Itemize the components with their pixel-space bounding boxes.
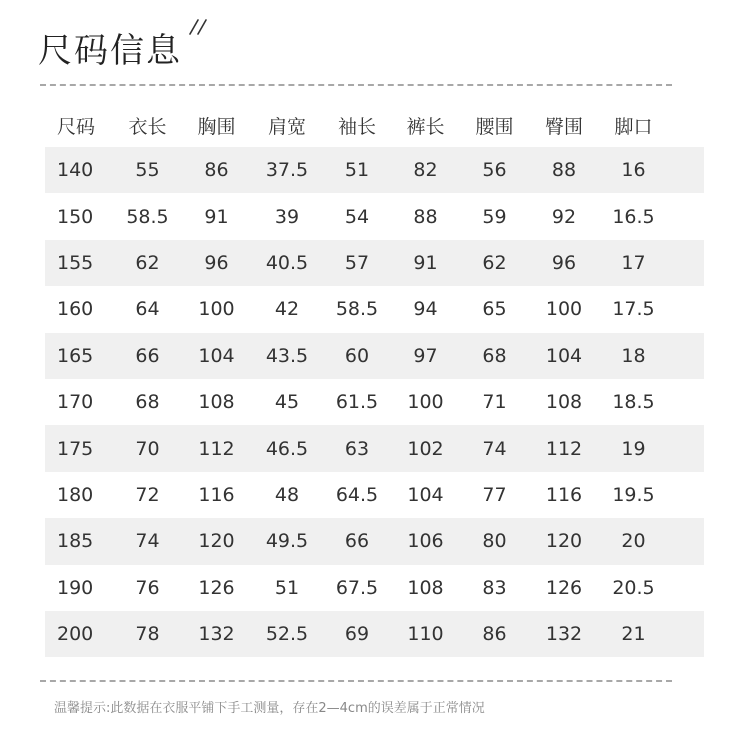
table-cell: 74: [482, 437, 507, 460]
table-cell: 18.5: [612, 391, 655, 414]
measurement-note: 温馨提示:此数据在衣服平铺下手工测量，存在2—4cm的误差属于正常情况: [54, 701, 485, 716]
table-cell: 106: [407, 530, 444, 553]
table-cell: 160: [57, 298, 94, 321]
table-cell: 94: [413, 298, 438, 321]
table-row: [45, 379, 704, 425]
table-cell: 91: [204, 205, 229, 228]
table-cell: 120: [198, 530, 235, 553]
table-cell: 132: [545, 623, 583, 646]
table-cell: 80: [482, 530, 507, 553]
table-cell: 126: [545, 576, 583, 599]
table-cell: 77: [482, 483, 507, 506]
table-cell: 17.5: [612, 298, 655, 321]
table-cell: 62: [482, 251, 507, 274]
table-body: [45, 147, 704, 657]
table-cell: 72: [135, 483, 160, 506]
table-cell: 108: [545, 391, 583, 414]
header-sleeve: 袖长: [337, 115, 376, 138]
table-cell: 49.5: [265, 530, 309, 553]
table-cell: 66: [135, 344, 160, 367]
table-cell: 100: [407, 391, 444, 414]
table-cell: 69: [344, 623, 370, 646]
table-cell: 100: [545, 298, 583, 321]
table-cell: 78: [135, 623, 160, 646]
table-cell: 104: [198, 344, 235, 367]
table-cell: 17: [621, 251, 646, 274]
table-cell: 64.5: [335, 483, 379, 506]
table-cell: 83: [482, 576, 507, 599]
table-cell: 150: [57, 205, 94, 228]
table-cell: 20.5: [612, 576, 655, 599]
table-cell: 86: [204, 159, 229, 182]
table-row: [45, 565, 704, 611]
table-cell: 185: [57, 530, 94, 553]
table-cell: 110: [407, 623, 444, 646]
table-cell: 45: [274, 391, 300, 414]
table-row: [45, 286, 704, 332]
header-pants-length: 裤长: [406, 115, 445, 138]
table-cell: 71: [482, 391, 507, 414]
header-chest: 胸围: [197, 115, 236, 138]
table-cell: 19.5: [612, 483, 655, 506]
table-cell: 58.5: [126, 205, 169, 228]
table-cell: 120: [545, 530, 583, 553]
table-cell: 68: [135, 391, 160, 414]
table-cell: 16: [621, 159, 646, 182]
table-cell: 63: [344, 437, 370, 460]
table-row: [45, 240, 704, 286]
table-cell: 96: [551, 251, 577, 274]
table-cell: 66: [344, 530, 370, 553]
table-cell: 37.5: [265, 159, 309, 182]
table-cell: 175: [57, 437, 94, 460]
table-cell: 40.5: [265, 251, 309, 274]
table-cell: 104: [407, 483, 444, 506]
table-cell: 70: [135, 437, 160, 460]
table-cell: 97: [413, 344, 438, 367]
table-row: [45, 611, 704, 657]
table-cell: 112: [545, 437, 583, 460]
table-cell: 64: [135, 298, 160, 321]
table-row: [45, 147, 704, 193]
page-title: 尺码信息: [38, 31, 182, 71]
table-header-row: [45, 103, 704, 147]
table-cell: 132: [198, 623, 235, 646]
table-cell: 48: [274, 483, 300, 506]
table-cell: 74: [135, 530, 160, 553]
table-cell: 190: [57, 576, 94, 599]
table-cell: 21: [621, 623, 646, 646]
table-cell: 58.5: [335, 298, 379, 321]
table-cell: 88: [413, 205, 438, 228]
table-cell: 170: [57, 391, 94, 414]
table-cell: 116: [545, 483, 583, 506]
table-cell: 108: [198, 391, 235, 414]
table-row: [45, 193, 704, 239]
header-shoulder: 肩宽: [267, 115, 306, 138]
table-cell: 104: [545, 344, 583, 367]
table-cell: 108: [407, 576, 444, 599]
table-cell: 18: [621, 344, 646, 367]
table-cell: 46.5: [265, 437, 309, 460]
table-cell: 102: [407, 437, 444, 460]
table-row: [45, 472, 704, 518]
table-cell: 65: [482, 298, 507, 321]
table-cell: 155: [57, 251, 94, 274]
table-cell: 16.5: [612, 205, 655, 228]
header-hip: 臀围: [544, 115, 583, 138]
table-cell: 61.5: [335, 391, 379, 414]
decorative-slash-icon: [188, 17, 210, 37]
table-cell: 82: [413, 159, 438, 182]
table-cell: 91: [413, 251, 438, 274]
table-cell: 20: [621, 530, 646, 553]
table-cell: 116: [198, 483, 235, 506]
top-divider: [40, 84, 672, 86]
table-cell: 140: [57, 159, 94, 182]
table-cell: 126: [198, 576, 235, 599]
table-cell: 86: [482, 623, 507, 646]
header-length: 衣长: [128, 115, 167, 138]
table-cell: 100: [198, 298, 235, 321]
table-cell: 55: [135, 159, 160, 182]
table-cell: 96: [204, 251, 229, 274]
table-cell: 60: [344, 344, 370, 367]
table-cell: 68: [482, 344, 507, 367]
table-cell: 19: [621, 437, 646, 460]
size-table: [45, 103, 704, 657]
table-cell: 51: [344, 159, 370, 182]
table-cell: 42: [274, 298, 300, 321]
header-hem: 脚口: [614, 115, 653, 138]
table-cell: 67.5: [335, 576, 379, 599]
table-row: [45, 518, 704, 564]
table-cell: 180: [57, 483, 94, 506]
table-cell: 88: [551, 159, 577, 182]
header-size: 尺码: [57, 115, 96, 138]
table-cell: 56: [482, 159, 507, 182]
table-cell: 57: [344, 251, 370, 274]
table-cell: 200: [57, 623, 94, 646]
table-cell: 62: [135, 251, 160, 274]
table-cell: 54: [344, 205, 370, 228]
table-cell: 92: [551, 205, 577, 228]
table-cell: 39: [274, 205, 300, 228]
table-row: [45, 425, 704, 471]
table-cell: 51: [274, 576, 300, 599]
header-waist: 腰围: [475, 115, 514, 138]
table-cell: 52.5: [265, 623, 309, 646]
bottom-divider: [40, 680, 672, 682]
table-cell: 165: [57, 344, 94, 367]
table-cell: 59: [482, 205, 507, 228]
table-cell: 112: [198, 437, 235, 460]
table-cell: 43.5: [265, 344, 309, 367]
table-row: [45, 333, 704, 379]
table-cell: 76: [135, 576, 160, 599]
